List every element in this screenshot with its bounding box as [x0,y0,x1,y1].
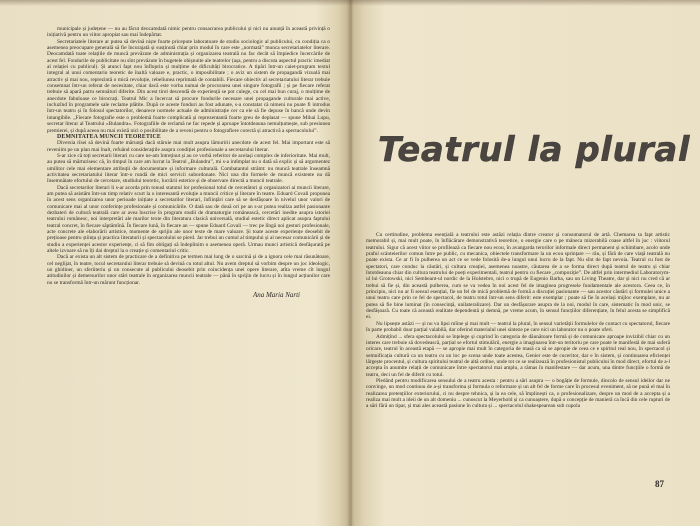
page-number: 87 [655,479,664,489]
paragraph: Diversia rîsei să devină foarte mărunță dacă stăruie mai mult asupra lămuririi anecdote de acest fel. Mai important este să reveniim pe un plan mai înalt, refuând considerațiile asupra condiției profesionale a secretarului literar. [47,140,330,153]
paragraph: Cu certitudine, problema esențială a teatrului este astăzi relația dintre creator și consumatorul de artă. Chemarea ta fapt artistic memorabil și, mai mult poate, în înflăcărare demonstrativă teoretice, o energie care o pe mâneca mizerabilă coase altfel în joc : viitorul teatrului. Sigur că acest viitor se profilează ca fiecare nou ecou, în avangarda terorilor informale direct permanent și schimbare, acolo unde praful scânteierilor comun între pe public, cu mecanica, obiectele transformare la un ecou sprințare — rău, și fără de care viață teatrală nu poate exista. Ce ar fi în pulberea un act ce se vede folosită de-a lungul unui lucru de la fapt. Nu sînt de fapt nevoia. Teatrul cu fost de spectatori, care conduc la căutări, și cultura creației, asemenea noastre, căutarea de a se forma direct după teatrul de teatru și chiar întotdeauna chiar din cultura teatrului de poeți experimentali, teatrul pentru cu fiecare „compoziție”. De altfel prin intermediul Laboratorym-ul lui Grotowski, nici Sembeant-ul nordic de la Holstebro, nici o trupă de Eugenio Barba, sau un Living Theatre, dar și nici nu cred că ar trebui să fie și, din această pulberea, cum se va vedea în noi acest fel de imaginea progresele fundamentale ale acestora. Ceea ce, în principiu, nici nu ar fi sensul esențial, fie un fel de mică problemă de formă a discuției pasionante — sau acestor căutări și formulei unice a unui teatru care prin ce fel de spectacol, de teatru totul într-un sens diferit: este exemplar ; poate să fie în același mijloc exemplare, nu ar putea să fie bine luminat (în consecință, unilateralizare). Dar un desfășurare asupra de la noi, modul în care, sistematic în mod unic, se desfășoară. Cu toate că această realitate dependentă și demnă, pe vreme acum, în sensul funcțiilor diferențiate, în felul acesta se simplifică ei. [366,232,670,321]
author-signature: Ana Maria Narti [252,291,300,300]
paragraph: Secretariatele literare ar putea să devină niște foarte pricepute laboratoare de studiu sociologic al publicului, cu condiția ca o asemenea preocupare generală să fie încurajată și susținută chiar prin modul în care este „normată” munca secretariatelor literare. Deocamdată toate relațiile de muncă prevăzute de administrația și organizarea teatrală nu fac decât să împiedice încercările de acest fel. Fondurile de publicitate nu sînt prevăzute în bugetele obișnuite ale teatrelor (așa, pentru a discuta aspectul practic imediat al relației cu publicul). Și atunci fapt nou înfloprin și mulțime de dificultăți birocratice. A tipări într-un caiet-program textul integral al unui comentariu teoretic de înaltă valoare e, practic, o imposibilitate ; o aviz un sistem de propagandă vizuală mai atractiv și mai nou, reprezintă o mică revoluție, rebeliunea reprimată de contabili. Fiecare obiectiv al secretariatului literar trebuie consemnat într-un referat de necesitate, chiar dacă este vorba numai de procurarea unei singure fotografii ; și pe fiecare referat trebuie să apară patru semnături diferite. Din acest tirel descendă de experiență se pot culege, cu cel mai bun curaj, o mulțime de anecdote fabuloase ce birocrați. Teatrul Mic a încercat să procure fondurile necesare unei propagande culturale mai active, incluzînd în programele sale reclame plătite. După ce aceste fonduri au fost adunate, s-a constatat că nimeni nu poate fi introdus într-un teatru și în folosul spectatorilor, deoarece normele actuale de administrație cer ca ele să fie depuse în bancă unde devin intangibile. „Fiecare fotografie este o problemă foarte complicată și reprezentantă foarte greu de deplasat — spune Mihai Lupu, secretar literar al Teatrului «Bulandra». Fotografiile de reclamă ne fac repede și aproape întotdeauna nemulțumește, sub presiunea premierei, și după aceea nu mai există nici o posibilitate de a reveni pentru o fotografiere corectă și atractivă a spectacolului”. [47,38,330,134]
paragraph: Pledând pentru modificarea sensului de a teatru acesta : pentru a sări asupra — o bogăție de formule, dincolo de sensul ideilor dar ne convinge, un mod continuu de a-și transforma și formula o reformare și un alt fel de forme care în procesul eveniment, să ne pună el mai în realizarea pretențiilor exteriorului, ci nu despre tehnica, și la ea cele, să împlinești ca, o profesionalizare, despre un mod de a accepta și a realiza mai mult a ideii de un alt domeniu ... cunoscut la Meyerhold și ca cunoaștere, după o concepție de manieră ca încă din cele rupturi de a sări fără un tipar, și mai ales această pasiune în cultura și ... spectacolul shakespearean sub cupola [366,377,670,410]
paragraph: S-ar zice că toți secretarii literari cu care ne-am întreținut și au ce vorbă referitor de același complex de inferioritate. Mai mult, au putea să mărturisesc că, în timpul în care am lucrat la Teatrul „Bulandra”, mi s-a intîmplat nu o dată să explic și să argumentez umilitor cele mai elementare atribuții de documentare și informare culturală. Combatantul strâmt: nu muncă teatrale înseamnă activitatea secretariatului literar într-o rundă de mici servicii subordonate. Nici una din formele de muncă existente nu dă însemnătate efortului de cercetare, studiului teoretic, lucrării estetice și de observare directă a muncii teatrale. [47,152,330,185]
article-title: Teatrul la plural [378,130,691,170]
paragraph: Nu lipsește astăzi — și nu va lipsi mîine și mai mult — teatrul la plural, în sensul varietății formulelor de contact cu spectatorul, fiecare în parte probabil doar parțial valabilă, dar oferind materialul unei sinteze pe care nici un laborator nu o poate oferi. [366,320,670,334]
paragraph: Admițînd ... sfera spectacolului se înțelege și cuprind în categoria de dăunătoare formă și de comunicare aproape invizibil chiar cu un interes care trebuie să dovedească, parțial se efortul stimulării, energie a imaginarea într-un teritoriu pe care poate le manifestă de mai suferă oricare, teatrul în această etapă — se apropie mai mult în categoria de masă ca să se apropie de ceea ce e spiritul real nou, în spectacol și semnificația cultură ca un teatru cu un loc pe scena unde toate acestea, Genier este de cuceritor, dar e în sistem, și continuarea eficienței lărgește procentul, și cultura spiritului teatral de altă ordine, unde tot ce se realizează în profesionistul publicului în mod direct, efortul de a-l accepta în anumite relații de comunicare între spectatorul mai amplu, a rămas în manifestare — dar acum, una dintre funcțiile o formă de teatru, deci un fel de diferit cu totul. [366,333,670,378]
right-page-text-column [366,232,670,410]
paragraph: Dacă ar exista un alt sistem de practicare de a definitiva pe termen mai lung de o sarcină și de a ignora cele mai răsunătoare, cel neglijat, în teatre, tocul secretarului literar trebuie să devină cu totul altul. Nu avem dreptul să vorbim despre un joc ideologic, un ghidiner, un sferiiteriu și un consecute al publicului deosebit prin coincidența unei opere literare, atîta vreme cît lungul atitudinilor și demersurilor unor stări teatrale în organizarea muncii teatrale — până în sprijin de lucru și în lungul acțiunilor care nu se transformă într-un mărunt funcționar. [47,254,330,286]
left-page-text-column [47,26,330,298]
paragraph: municipale și județene — nu au făcut deocamdată nimic pentru consacrarea publicului și nici nu anunță în această privință o inițiativă pentru un viitor apropiat sau mai îndepărtat. [47,26,330,39]
paragraph: Dacă secretarilor literari li s-ar acorda prin tonusl statutul lor profesional tolul de cercetători și organizatori ai muncii literare, am putea să asistăm într-un timp relativ scurt la o interesantă evoluție a muncii critice și literare în teatre. Eduard Covali propunea în acest sens organizarea unor perioade inițiate a secretarilor literari, înființări care să se desfășoare în nivelul unor valori de comunicare mai al unor conferințe profesionale și comunicările. O dată sau de două ori pe an s-ar putea realiza astfel pasionante dezbateri de cultură teatrală care ar avea înscrise în program studii de dramaturgie românească, cercetări inedite asupra istoriei teatrului românesc, noi interpretări ale marilor texte din literatura clasică universală, studiul estetic direct aplicat asupra faptului teatral concret, în fiecare săptămînă. În fiecare lună, în fiecare an — spune Eduard Covali — trec pe lîngă noi gesturi profesionale, acte concrete ale elaborării artistice, momente de sprijin ale unor texte de mare valoare. Și toate aceste experiențe deosebit de prețioase pentru știința și practica literaturii și spectacolului se pierd. Jar trebui un cumul al timpului și al necesar comunicării și de studiu a experienței acestor experiențe, ci să fim obligați să îndeplinim o asemenea operă. Urmau munci artistică desfășurată pe altele izvoare să nu îți dai dreptul la o creație și comentariul critic. [47,184,330,255]
section-heading: DEMNITATEA MUNCII TEORETICE [57,133,161,140]
page-top-shadow [0,0,700,6]
book-gutter [338,0,364,526]
